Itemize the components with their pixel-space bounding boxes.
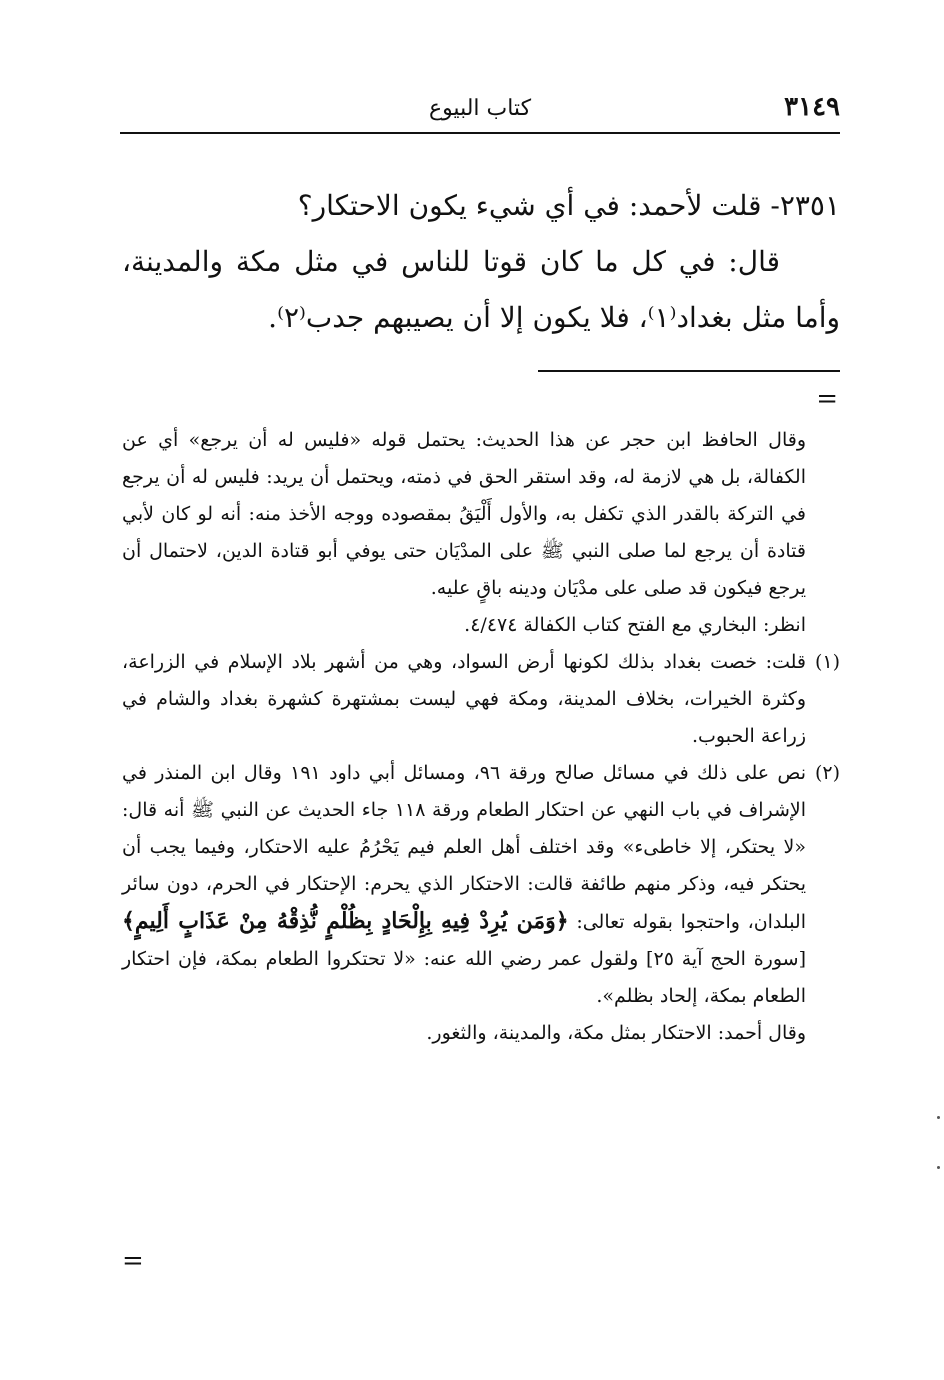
answer-paragraph: قال: في كل ما كان قوتا للناس في مثل مكة والمدينة، وأما مثل بغداد⁽١⁾، فلا يكون إلا أن يصيبهم جدب⁽٢⁾. <box>122 245 840 334</box>
page-header <box>120 92 840 134</box>
quran-verse: ﴿وَمَن يُرِدْ فِيهِ بِإِلْحَادٍ بِظُلْمٍ نُّذِقْهُ مِنْ عَذَابٍ أَلِيمٍ﴾ <box>122 908 569 934</box>
scan-speck <box>937 1116 940 1119</box>
main-text <box>122 178 840 346</box>
footnote-separator <box>538 370 840 372</box>
footnote-2-last-line: وقال أحمد: الاحتكار بمثل مكة، والمدينة، والثغور. <box>426 1022 806 1044</box>
scan-speck <box>937 1166 940 1169</box>
page-number: ٣١٤٩ <box>784 92 840 122</box>
footnotes <box>122 422 840 1052</box>
footnote-continued-text: وقال الحافظ ابن حجر عن هذا الحديث: يحتمل قوله «فليس له أن يرجع» أي عن الكفالة، بل هي لازمة له، وقد استقر الحق في ذمته، ويحتمل أن يريد: فليس له أن يرجع في التركة بالقدر الذي تكفل به، والأول أَلْيَقُ بمقصوده ووجه الأخذ منه: أنه لو كان لأبي قتادة أن يرجع لما صلى النبي ﷺ على المدْيَان حتى يوفي أبو قتادة الدين، لاحتمال أن يرجع فيكون قد صلى على مدْيَان ودينه باقٍ عليه. <box>122 429 806 599</box>
footnote-2 <box>122 755 840 1015</box>
footnote-1-number: (١) <box>814 651 840 673</box>
footnote-2-text-a: نص على ذلك في مسائل صالح ورقة ٩٦، ومسائل أبي داود ١٩١ وقال ابن المنذر في الإشراف في باب النهي عن احتكار الطعام ورقة ١١٨ جاء الحديث عن النبي ﷺ أنه قال: «لا يحتكر، إلا خاطىء» وقد اختلف أهل العلم فيم يَحْرُمُ عليه الاحتكار، وفيما يجب أن يحتكر فيه، وذكر منهم طائفة قالت: الاحتكار الذي يحرم: الإحتكار في الحرم، دون سائر البلدان، واحتجوا بقوله تعالى: <box>122 762 806 933</box>
question-paragraph: ٢٣٥١- قلت لأحمد: في أي شيء يكون الاحتكار؟ <box>297 189 840 222</box>
continuation-mark-top: = <box>816 384 838 414</box>
footnote-2-number: (٢) <box>814 762 840 784</box>
footnote-continued-reference: انظر: البخاري مع الفتح كتاب الكفالة ٤/٤٧٤. <box>464 614 806 636</box>
footnote-1-text: قلت: خصت بغداد بذلك لكونها أرض السواد، وهي من أشهر بلاد الإسلام في الزراعة، وكثرة الخيرات، بخلاف المدينة، ومكة فهي ليست بمشتهرة كشهرة بغداد والشام في زراعة الحبوب. <box>122 651 806 747</box>
continuation-mark-bottom: = <box>122 1246 144 1276</box>
footnote-2-text-b: [سورة الحج آية ٢٥] ولقول عمر رضي الله عنه: «لا تحتكروا الطعام بمكة، فإن احتكار الطعام بمكة، إلحاد بظلم». <box>122 948 807 1007</box>
footnote-1 <box>122 644 840 755</box>
running-title: كتاب البيوع <box>428 96 532 121</box>
